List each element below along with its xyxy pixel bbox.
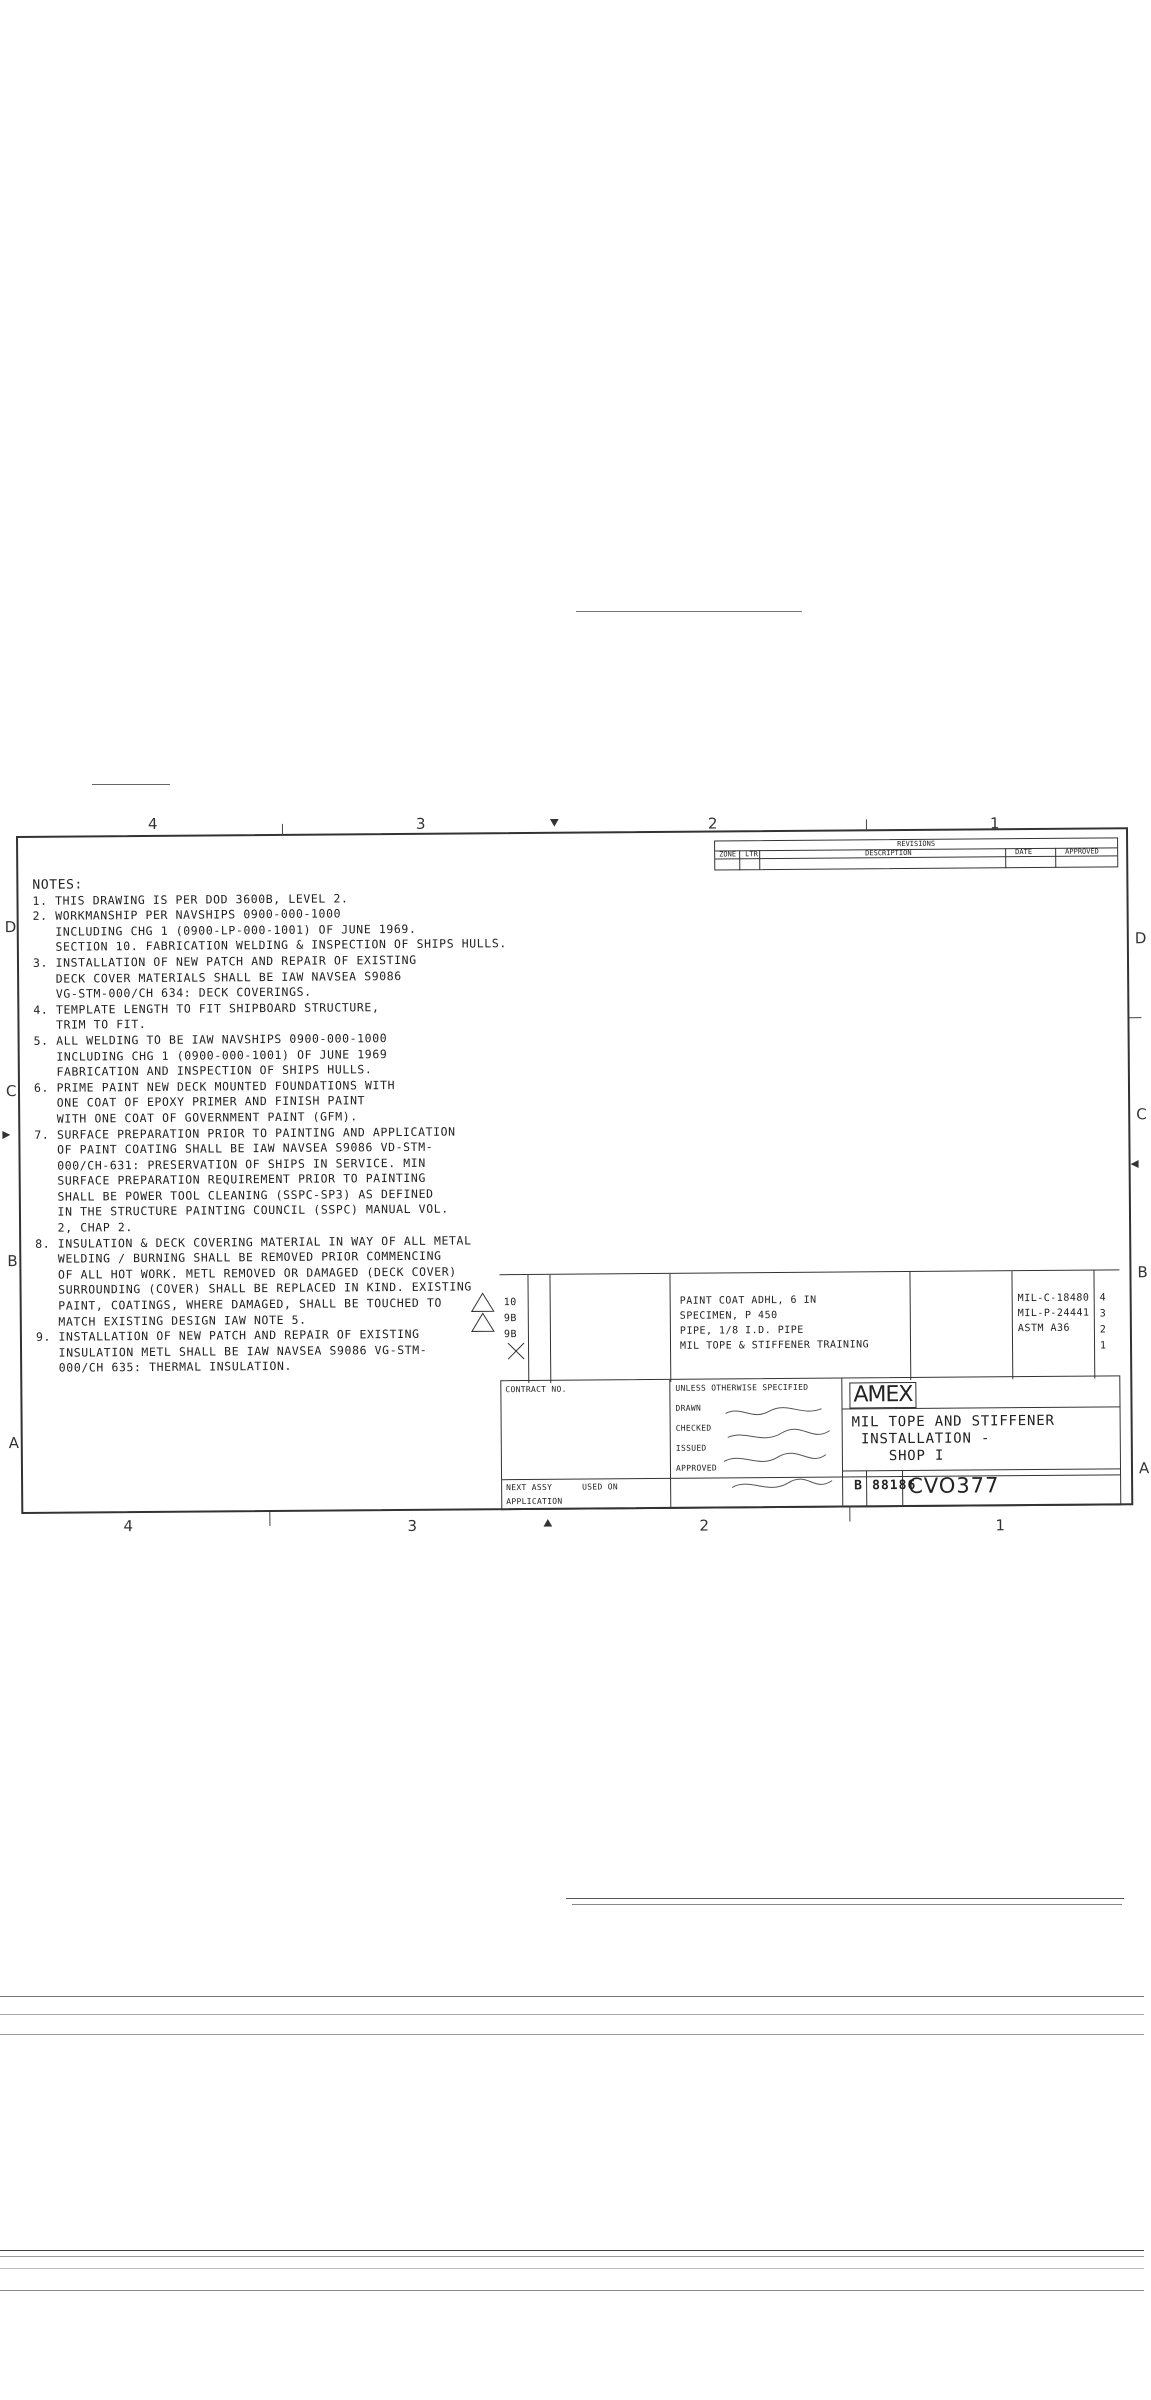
zone-left-D: D <box>4 918 17 937</box>
scan-artifact-line <box>0 2290 1144 2291</box>
tb-divider <box>669 1380 671 1508</box>
revisions-title: REVISIONS <box>715 838 1117 851</box>
rev-col-ltr: LTR <box>745 850 758 859</box>
bom-divider <box>1011 1271 1013 1379</box>
list-of-materials <box>499 1269 1120 1383</box>
bom-descriptions: PAINT COAT ADHL, 6 IN SPECIMEN, P 450 PIPE, 1/8 I.D. PIPE MIL TOPE & STIFFENER TRAINING <box>679 1294 870 1352</box>
zone-right-A: A <box>1138 1459 1150 1478</box>
bom-item-1: 1 <box>1099 1340 1107 1352</box>
zone-bottom-2: 2 <box>699 1516 710 1535</box>
note-5: 5. ALL WELDING TO BE IAW NAVSHIPS 0900-000-1000 INCLUDING CHG 1 (0900-000-1001) OF JUNE 1969 FABRICATION AND INSPECTION OF SHIPS HULLS. <box>33 1031 388 1079</box>
drawing-title: MIL TOPE AND STIFFENER INSTALLATION - SHOP I <box>851 1412 1055 1465</box>
approvals-header: UNLESS OTHERWISE SPECIFIED <box>675 1382 809 1393</box>
tb-divider <box>841 1379 843 1507</box>
rev-divider <box>759 850 760 870</box>
rev-col-date: DATE <box>1015 848 1033 857</box>
scan-artifact-line <box>576 611 802 612</box>
bom-divider <box>909 1272 911 1380</box>
rev-divider <box>739 850 740 870</box>
zone-bottom-3: 3 <box>407 1516 418 1535</box>
bom-divider <box>527 1275 529 1383</box>
scan-artifact-line <box>0 2034 1144 2035</box>
application-label: APPLICATION <box>506 1496 563 1507</box>
center-arrow-right-icon: ▸ <box>2 1124 11 1144</box>
zone-tick <box>1129 1017 1141 1018</box>
zone-tick <box>282 824 283 836</box>
zone-left-C: C <box>5 1082 17 1101</box>
scan-artifact-line <box>572 1904 1122 1905</box>
zone-right-D: D <box>1134 929 1147 948</box>
bom-find-number-1: 10 <box>503 1297 517 1309</box>
scan-artifact-line <box>0 2256 1144 2257</box>
rev-col-description: DESCRIPTION <box>865 848 912 858</box>
center-arrow-left-icon: ◂ <box>1130 1153 1139 1173</box>
scan-artifact-line <box>0 1996 1144 1997</box>
rev-col-approved: APPROVED <box>1065 847 1099 856</box>
general-notes <box>32 874 506 1377</box>
zone-tick <box>849 1507 850 1521</box>
note-8: 8. INSULATION & DECK COVERING MATERIAL IN WAY OF ALL METAL WELDING / BURNING SHALL BE REMOVED PRIOR COMMENCING OF ALL HOT WORK. METL REMOVED OR DAMAGED (DECK COVER) SURROUNDING (COVER) SHALL BE REPLACED IN KIND. EXISTING PAINT, COATINGS, WHERE DAMAGED, SHALL BE TOUCHED TO MATCH EXISTING DESIGN IAW NOTE 5. <box>35 1233 472 1329</box>
zone-bottom-1: 1 <box>995 1516 1006 1535</box>
revisions-block <box>714 837 1118 870</box>
drawing-sheet <box>2 813 1150 1536</box>
approval-approved: APPROVED <box>675 1463 717 1473</box>
sheet-size: B <box>854 1478 863 1494</box>
signature-scribbles <box>721 1399 838 1504</box>
bom-item-3: 3 <box>1099 1308 1107 1320</box>
note-2: 2. WORKMANSHIP PER NAVSHIPS 0900-000-1000 INCLUDING CHG 1 (0900-LP-000-1001) OF JUNE 1969. SECTION 10. FABRICATION WELDING & INSPECTION OF SHIPS HULLS. <box>32 906 507 955</box>
scan-artifact-line <box>0 2268 1144 2269</box>
bom-divider <box>1093 1271 1095 1379</box>
bom-divider <box>669 1274 671 1382</box>
bom-find-number-3: 9B <box>503 1329 518 1341</box>
approval-drawn: DRAWN <box>675 1403 702 1413</box>
scan-artifact-line <box>566 1898 1124 1899</box>
zone-top-4: 4 <box>147 814 158 833</box>
note-4: 4. TEMPLATE LENGTH TO FIT SHIPBOARD STRUCTURE, TRIM TO FIT. <box>33 999 380 1033</box>
drawing-number: CVO377 <box>908 1473 1000 1499</box>
bom-divider <box>549 1275 551 1383</box>
cage-code: 88186 <box>872 1477 917 1494</box>
delta-symbol-icon <box>470 1291 496 1335</box>
zone-right-C: C <box>1136 1105 1147 1124</box>
revisions-header <box>715 847 1117 859</box>
contract-label: CONTRACT NO. <box>505 1384 567 1395</box>
cross-symbol-icon <box>506 1341 526 1361</box>
bom-item-4: 4 <box>1099 1292 1107 1304</box>
bom-specs: MIL-C-18480 MIL-P-24441 ASTM A36 <box>1017 1292 1090 1335</box>
scan-artifact-line <box>0 2250 1144 2251</box>
scan-artifact-line <box>0 2014 1144 2015</box>
bom-find-number-2: 9B <box>503 1313 517 1325</box>
rev-divider <box>1055 848 1056 868</box>
zone-left-A: A <box>8 1433 20 1453</box>
tb-divider <box>842 1468 1120 1471</box>
zone-top-1: 1 <box>989 814 1000 833</box>
approval-issued: ISSUED <box>675 1443 707 1453</box>
used-on-label: USED ON <box>582 1482 618 1492</box>
approval-checked: CHECKED <box>675 1423 712 1433</box>
zone-right-B: B <box>1137 1263 1148 1282</box>
zone-left-B: B <box>7 1252 18 1271</box>
zone-tick <box>866 819 867 831</box>
center-arrow-up-icon: ⯅ <box>541 1513 555 1533</box>
title-block <box>500 1375 1121 1510</box>
next-assy-label: NEXT ASSY <box>506 1482 553 1493</box>
zone-top-2: 2 <box>707 814 718 833</box>
rev-col-zone: ZONE <box>719 850 737 859</box>
notes-header: NOTES: <box>32 877 84 893</box>
zone-tick <box>269 1512 270 1526</box>
zone-top-3: 3 <box>415 814 426 833</box>
note-6: 6. PRIME PAINT NEW DECK MOUNTED FOUNDATIONS WITH ONE COAT OF EPOXY PRIMER AND FINISH PAINT WITH ONE COAT OF GOVERNMENT PAINT (GFM). <box>33 1077 396 1126</box>
center-arrow-down-icon: ⯆ <box>547 813 561 833</box>
note-9: 9. INSTALLATION OF NEW PATCH AND REPAIR OF EXISTING INSULATION METL SHALL BE IAW NAVSEA S9086 VG-STM- 000/CH 635: THERMAL INSULATION. <box>35 1327 428 1376</box>
bom-item-2: 2 <box>1099 1324 1107 1336</box>
zone-bottom-4: 4 <box>123 1517 134 1536</box>
rev-divider <box>1005 848 1006 868</box>
note-7: 7. SURFACE PREPARATION PRIOR TO PAINTING AND APPLICATION OF PAINT COATING SHALL BE IAW NAVSEA S9086 VD-STM- 000/CH-631: PRESERVATION OF SHIPS IN SERVICE. MIN SURFACE PREPARATION REQUIREMENT PRIOR TO PAINTING SHALL BE POWER TOOL CLEANING (SSPC-SP3) AS DEFINED IN THE STRUCTURE PAINTING COUNCIL (SSPC) MANUAL VOL. 2, CHAP 2. <box>34 1124 456 1235</box>
note-1: 1. THIS DRAWING IS PER DOD 3600B, LEVEL 2. <box>32 890 349 908</box>
note-3: 3. INSTALLATION OF NEW PATCH AND REPAIR OF EXISTING DECK COVER MATERIALS SHALL BE IAW NAVSEA S9086 VG-STM-000/CH 634: DECK COVERINGS. <box>32 952 417 1002</box>
scan-artifact-line <box>92 784 170 785</box>
company-logo: AMEX <box>849 1382 916 1409</box>
